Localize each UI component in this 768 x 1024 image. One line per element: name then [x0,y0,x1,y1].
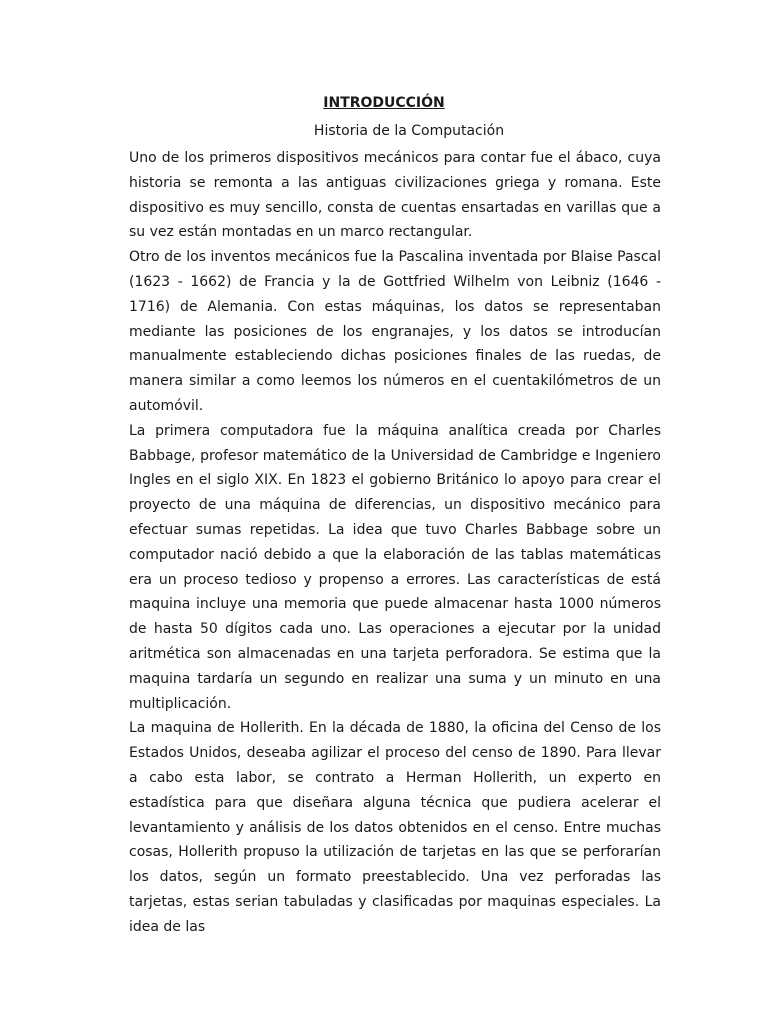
document-subtitle: Historia de la Computación [313,123,505,139]
document-body [129,146,661,940]
paragraph-abacus: Uno de los primeros dispositivos mecánicos para contar fue el ábaco, cuya historia se remonta a las antiguas civilizaciones griega y romana. Este dispositivo es muy sencillo, consta de cuentas ensartadas en varillas que a su vez están montadas en un marco rectangular. [129,150,661,241]
paragraph-hollerith: La maquina de Hollerith. En la década de 1880, la oficina del Censo de los Estados Unidos, deseaba agilizar el proceso del censo de 1890. Para llevar a cabo esta labor, se contrato a Herman Hollerith, un experto en estadística para que diseñara alguna técnica que pudiera acelerar el levantamiento y análisis de los datos obtenidos en el censo. Entre muchas cosas, Hollerith propuso la utilización de tarjetas en las que se perforarían los datos, según un formato preestablecido. Una vez perforadas las tarjetas, estas serian tabuladas y clasificadas por maquinas especiales. La idea de las [129,720,661,935]
document-title: INTRODUCCIÓN [323,95,445,111]
paragraph-pascalina: Otro de los inventos mecánicos fue la Pascalina inventada por Blaise Pascal (1623 - 1662) de Francia y la de Gottfried Wilhelm von Leibniz (1646 - 1716) de Alemania. Con estas máquinas, los datos se representaban mediante las posiciones de los engranajes, y los datos se introducían manualmente estableciendo dichas posiciones finales de las ruedas, de manera similar a como leemos los números en el cuentakilómetros de un automóvil. [129,249,661,414]
paragraph-babbage: La primera computadora fue la máquina analítica creada por Charles Babbage, profesor matemático de la Universidad de Cambridge e Ingeniero Ingles en el siglo XIX. En 1823 el gobierno Británico lo apoyo para crear el proyecto de una máquina de diferencias, un dispositivo mecánico para efectuar sumas repetidas. La idea que tuvo Charles Babbage sobre un computador nació debido a que la elaboración de las tablas matemáticas era un proceso tedioso y propenso a errores. Las características de está maquina incluye una memoria que puede almacenar hasta 1000 números de hasta 50 dígitos cada uno. Las operaciones a ejecutar por la unidad aritmética son almacenadas en una tarjeta perforadora. Se estima que la maquina tardaría un segundo en realizar una suma y un minuto en una multiplicación. [129,422,661,712]
